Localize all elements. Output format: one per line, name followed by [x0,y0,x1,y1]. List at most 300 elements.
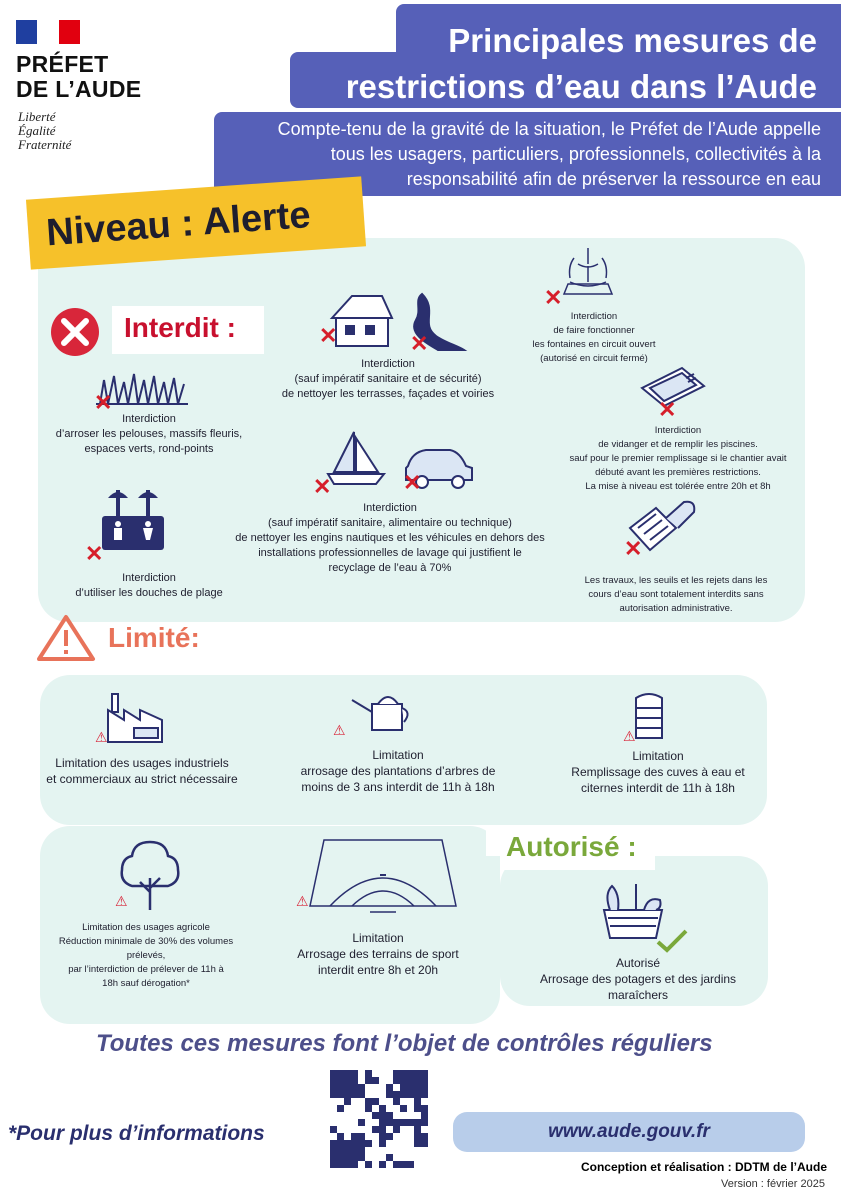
qr-module [358,1070,365,1077]
qr-module [400,1077,407,1084]
interdit-item-travaux [556,574,796,616]
qr-module [421,1105,428,1112]
qr-module [386,1147,393,1154]
qr-module [358,1091,365,1098]
qr-module [351,1098,358,1105]
prefet-logo-text [16,52,141,102]
qr-module [421,1126,428,1133]
qr-module [393,1119,400,1126]
qr-module [379,1161,386,1168]
qr-module [421,1154,428,1161]
qr-module [393,1077,400,1084]
item-line: les fontaines en circuit ouvert [532,339,656,350]
qr-module [379,1140,386,1147]
prefet-line1: PRÉFET [16,51,109,77]
qr-module [365,1119,372,1126]
x-mark-icon: ✕ [313,474,332,499]
qr-module [344,1105,351,1112]
item-line: interdit entre 8h et 20h [317,963,439,977]
qr-module [358,1140,365,1147]
qr-module [337,1112,344,1119]
qr-module [421,1112,428,1119]
qr-module [421,1077,428,1084]
controles-message: Toutes ces mesures font l’objet de contrôles réguliers [96,1030,713,1057]
qr-module [400,1133,407,1140]
item-line: Les travaux, les seuils et les rejets dans les [584,575,768,586]
qr-module [365,1084,372,1091]
qr-module [414,1070,421,1077]
boat-car-icon [326,428,476,490]
qr-module [365,1133,372,1140]
qr-module [351,1084,358,1091]
qr-module [379,1147,386,1154]
qr-module [386,1112,393,1119]
house-road-icon [318,290,468,352]
qr-module [337,1126,344,1133]
item-line: sauf pour le premier remplissage si le chantier avait [569,453,787,464]
qr-module [351,1077,358,1084]
qr-module [379,1133,386,1140]
qr-module [400,1070,407,1077]
limite-label: Limité: [108,622,200,653]
limite-item-industriels [36,755,248,787]
plus-info-label: *Pour plus d’informations [8,1122,265,1145]
qr-module [344,1161,351,1168]
qr-module [351,1147,358,1154]
qr-module [365,1070,372,1077]
qr-module [379,1077,386,1084]
item-line: (sauf impératif sanitaire, alimentaire ou technique) [268,517,512,529]
qr-module [358,1084,365,1091]
qr-module [330,1147,337,1154]
subtitle-line2: tous les usagers, particuliers, professionnels, collectivités à la [330,144,821,164]
qr-module [400,1140,407,1147]
interdit-item-fontaines [494,310,694,366]
qr-module [407,1161,414,1168]
qr-module [407,1091,414,1098]
item-line: de nettoyer les terrasses, façades et voiries [281,388,495,400]
qr-module [358,1105,365,1112]
qr-module [386,1140,393,1147]
qr-module [421,1091,428,1098]
subtitle-line1: Compte-tenu de la gravité de la situation, le Préfet de l’Aude appelle [277,119,821,139]
qr-module [330,1133,337,1140]
qr-module [351,1091,358,1098]
qr-module [351,1126,358,1133]
limite-item-plantations [284,747,512,795]
item-line: Interdiction [363,502,417,514]
qr-module [372,1140,379,1147]
qr-module [330,1119,337,1126]
qr-module [344,1091,351,1098]
qr-module [393,1154,400,1161]
qr-module [351,1070,358,1077]
tree-icon [118,838,182,912]
qr-module [407,1147,414,1154]
qr-module [400,1105,407,1112]
warning-small-icon: ⚠ [623,728,636,744]
warning-small-icon: ⚠ [296,893,309,909]
qr-module [330,1091,337,1098]
qr-module [379,1119,386,1126]
watering-can-icon [348,688,414,734]
qr-module [414,1091,421,1098]
item-line: d’arroser les pelouses, massifs fleuris, [55,428,243,440]
qr-module [337,1154,344,1161]
item-line: espaces verts, rond-points [84,443,214,455]
qr-module [421,1084,428,1091]
qr-module [400,1154,407,1161]
qr-module [337,1077,344,1084]
qr-module [386,1105,393,1112]
qr-module [393,1070,400,1077]
qr-module [421,1070,428,1077]
qr-module [351,1140,358,1147]
qr-module [358,1126,365,1133]
qr-module [344,1147,351,1154]
item-line: recyclage de l’eau à 70% [328,562,452,574]
qr-module [330,1105,337,1112]
interdit-item-piscines [548,424,808,494]
x-mark-icon: ✕ [94,390,113,415]
qr-module [379,1070,386,1077]
qr-module [400,1112,407,1119]
qr-module [379,1105,386,1112]
item-line: Réduction minimale de 30% des volumes [58,936,234,947]
qr-module [344,1077,351,1084]
qr-module [330,1126,337,1133]
qr-module [330,1077,337,1084]
qr-module [337,1070,344,1077]
qr-module [393,1112,400,1119]
qr-module [337,1105,344,1112]
qr-module [414,1133,421,1140]
forbidden-x-icon [46,307,104,357]
item-line: autorisation administrative. [619,603,733,614]
qr-module [358,1161,365,1168]
qr-module [372,1098,379,1105]
item-line: Remplissage des cuves à eau et [571,765,745,779]
qr-module [414,1112,421,1119]
qr-module [372,1133,379,1140]
qr-module [351,1105,358,1112]
item-line: La mise à niveau est tolérée entre 20h et 8h [585,481,771,492]
qr-module [407,1070,414,1077]
marianne-flag-logo [16,20,80,44]
x-mark-icon: ✕ [319,323,338,348]
prefet-line2: DE L’AUDE [16,76,142,102]
qr-module [421,1133,428,1140]
qr-module [379,1098,386,1105]
qr-module [414,1154,421,1161]
qr-module [344,1154,351,1161]
item-line: de faire fonctionner [553,325,635,336]
qr-module [407,1119,414,1126]
credit-text: Conception et réalisation : DDTM de l’Aude [580,1160,827,1174]
qr-module [393,1091,400,1098]
qr-module [365,1098,372,1105]
qr-module [414,1140,421,1147]
qr-module [400,1091,407,1098]
qr-module [414,1147,421,1154]
qr-module [330,1154,337,1161]
qr-module [421,1147,428,1154]
item-line: Limitation des usages agricole [82,922,210,933]
qr-module [407,1154,414,1161]
qr-module [407,1126,414,1133]
warning-small-icon: ⚠ [333,722,346,738]
x-mark-icon: ✕ [658,397,677,422]
fountain-icon [560,244,616,300]
qr-module [372,1147,379,1154]
qr-module [365,1112,372,1119]
qr-module [414,1105,421,1112]
item-line: de nettoyer les engins nautiques et les véhicules en dehors des [235,532,545,544]
page-title [297,18,817,110]
qr-module [337,1161,344,1168]
qr-module [372,1126,379,1133]
qr-module [386,1070,393,1077]
qr-module [393,1084,400,1091]
item-line: Limitation [632,749,684,763]
qr-module [344,1119,351,1126]
item-line: (autorisé en circuit fermé) [540,353,648,364]
item-line: arrosage des plantations d’arbres de [300,764,496,778]
qr-module [393,1126,400,1133]
qr-module [386,1161,393,1168]
qr-module [330,1161,337,1168]
item-line: par l’interdiction de prélever de 11h à [68,964,224,975]
qr-module [414,1161,421,1168]
item-line: d’utiliser les douches de plage [75,587,223,599]
qr-module [365,1126,372,1133]
item-line: débuté avant les premières restrictions. [595,467,761,478]
devise [18,110,71,152]
qr-module [379,1154,386,1161]
item-line: de vidanger et de remplir les piscines. [598,439,758,450]
qr-module [372,1077,379,1084]
qr-module [372,1112,379,1119]
qr-module [386,1091,393,1098]
x-mark-icon: ✕ [544,285,563,310]
qr-module [386,1154,393,1161]
warning-triangle-icon [36,614,96,662]
qr-module [330,1140,337,1147]
qr-module [358,1077,365,1084]
qr-module [421,1098,428,1105]
interdit-label: Interdit : [124,312,236,343]
interdit-item-lawn [34,412,264,457]
qr-module [407,1105,414,1112]
qr-module [351,1112,358,1119]
qr-module [372,1161,379,1168]
autorise-label: Autorisé : [506,831,637,862]
title-line1: Principales mesures de [448,22,817,59]
qr-module [344,1133,351,1140]
qr-module [330,1112,337,1119]
version-text: Version : février 2025 [721,1178,825,1190]
qr-module [365,1077,372,1084]
qr-module [414,1126,421,1133]
item-line: prélevés, [126,950,166,961]
qr-module [407,1133,414,1140]
qr-module [407,1098,414,1105]
item-line: maraîchers [607,988,669,1002]
item-line: Arrosage des potagers et des jardins [539,972,737,986]
qr-module [365,1140,372,1147]
x-mark-icon: ✕ [624,536,643,561]
qr-module [421,1161,428,1168]
qr-module [407,1140,414,1147]
qr-module [337,1091,344,1098]
item-line: Limitation [372,748,424,762]
qr-module [386,1098,393,1105]
x-mark-icon: ✕ [403,470,422,495]
qr-module [372,1105,379,1112]
qr-module [351,1133,358,1140]
qr-module [372,1084,379,1091]
qr-module [365,1161,372,1168]
qr-module [337,1119,344,1126]
qr-module [358,1119,365,1126]
item-line: Interdiction [361,358,415,370]
qr-module [379,1112,386,1119]
autorise-item-potagers [518,955,758,1003]
qr-module [407,1112,414,1119]
item-line: Interdiction [570,311,618,322]
item-line: 18h sauf dérogation* [102,978,190,989]
qr-module [400,1084,407,1091]
qr-module [337,1098,344,1105]
qr-module [344,1070,351,1077]
qr-module [358,1133,365,1140]
item-line: Autorisé [615,956,661,970]
qr-module [386,1119,393,1126]
item-line: (sauf impératif sanitaire et de sécurité) [294,373,482,385]
qr-module [372,1154,379,1161]
qr-module [351,1154,358,1161]
qr-module [393,1147,400,1154]
niveau-badge: Niveau : Alerte [26,176,366,269]
qr-module [358,1154,365,1161]
qr-module [393,1098,400,1105]
item-line: cours d’eau sont totalement interdits sans [588,589,764,600]
qr-module [400,1161,407,1168]
qr-module [337,1133,344,1140]
qr-code[interactable] [330,1070,428,1168]
qr-module [330,1070,337,1077]
qr-module [386,1084,393,1091]
qr-module [337,1147,344,1154]
qr-module [386,1126,393,1133]
qr-module [358,1098,365,1105]
devise-liberte: Liberté [18,109,56,124]
qr-module [344,1126,351,1133]
qr-module [337,1140,344,1147]
qr-module [400,1147,407,1154]
item-line: installations professionnelles de lavage qui justifient le [258,547,522,559]
qr-module [365,1154,372,1161]
item-line: Limitation des usages industriels [55,756,229,770]
qr-module [330,1098,337,1105]
qr-module [337,1084,344,1091]
water-tank-icon [632,688,666,744]
item-line: Interdiction [122,413,176,425]
qr-module [344,1140,351,1147]
qr-module [393,1140,400,1147]
devise-fraternite: Fraternité [18,137,72,152]
interdit-item-vehicules [212,501,568,576]
qr-module [344,1112,351,1119]
item-line: citernes interdit de 11h à 18h [581,781,735,795]
qr-module [365,1091,372,1098]
qr-module [421,1140,428,1147]
qr-module [407,1084,414,1091]
shower-icon [100,486,166,562]
factory-icon [104,690,166,744]
qr-module [372,1091,379,1098]
qr-module [393,1105,400,1112]
item-line: Interdiction [654,425,702,436]
qr-module [379,1126,386,1133]
subtitle-line3: responsabilité afin de préserver la ressource en eau [406,169,821,189]
devise-egalite: Égalité [18,123,56,138]
sports-field-icon [308,836,458,914]
qr-module [330,1084,337,1091]
qr-module [379,1084,386,1091]
warning-small-icon: ⚠ [115,893,128,909]
qr-module [414,1119,421,1126]
qr-module [386,1133,393,1140]
x-mark-icon: ✕ [410,331,429,356]
limite-item-cuves [554,748,762,796]
interdit-item-terrasses [248,357,528,402]
qr-module [372,1119,379,1126]
item-line: Limitation [352,931,404,945]
qr-module [400,1119,407,1126]
qr-module [393,1161,400,1168]
qr-module [414,1098,421,1105]
limite-item-terrains [268,930,488,978]
qr-module [386,1077,393,1084]
qr-module [358,1112,365,1119]
qr-module [372,1070,379,1077]
qr-module [379,1091,386,1098]
qr-module [414,1084,421,1091]
check-mark-icon [656,928,688,954]
qr-module [344,1084,351,1091]
item-line: Arrosage des terrains de sport [297,947,459,961]
qr-module [358,1147,365,1154]
interdit-item-douches [34,571,264,601]
qr-module [365,1147,372,1154]
item-line: moins de 3 ans interdit de 11h à 18h [301,780,495,794]
title-line2: restrictions d’eau dans l’Aude [345,68,817,105]
x-mark-icon: ✕ [85,541,104,566]
item-line: et commerciaux au strict nécessaire [46,772,238,786]
qr-module [351,1119,358,1126]
limite-item-agricole [36,921,256,991]
item-line: Interdiction [122,572,176,584]
qr-module [365,1105,372,1112]
warning-small-icon: ⚠ [95,729,108,745]
qr-module [400,1098,407,1105]
qr-module [407,1077,414,1084]
qr-module [400,1126,407,1133]
website-link[interactable]: www.aude.gouv.fr [548,1121,710,1142]
qr-module [351,1161,358,1168]
qr-module [414,1077,421,1084]
